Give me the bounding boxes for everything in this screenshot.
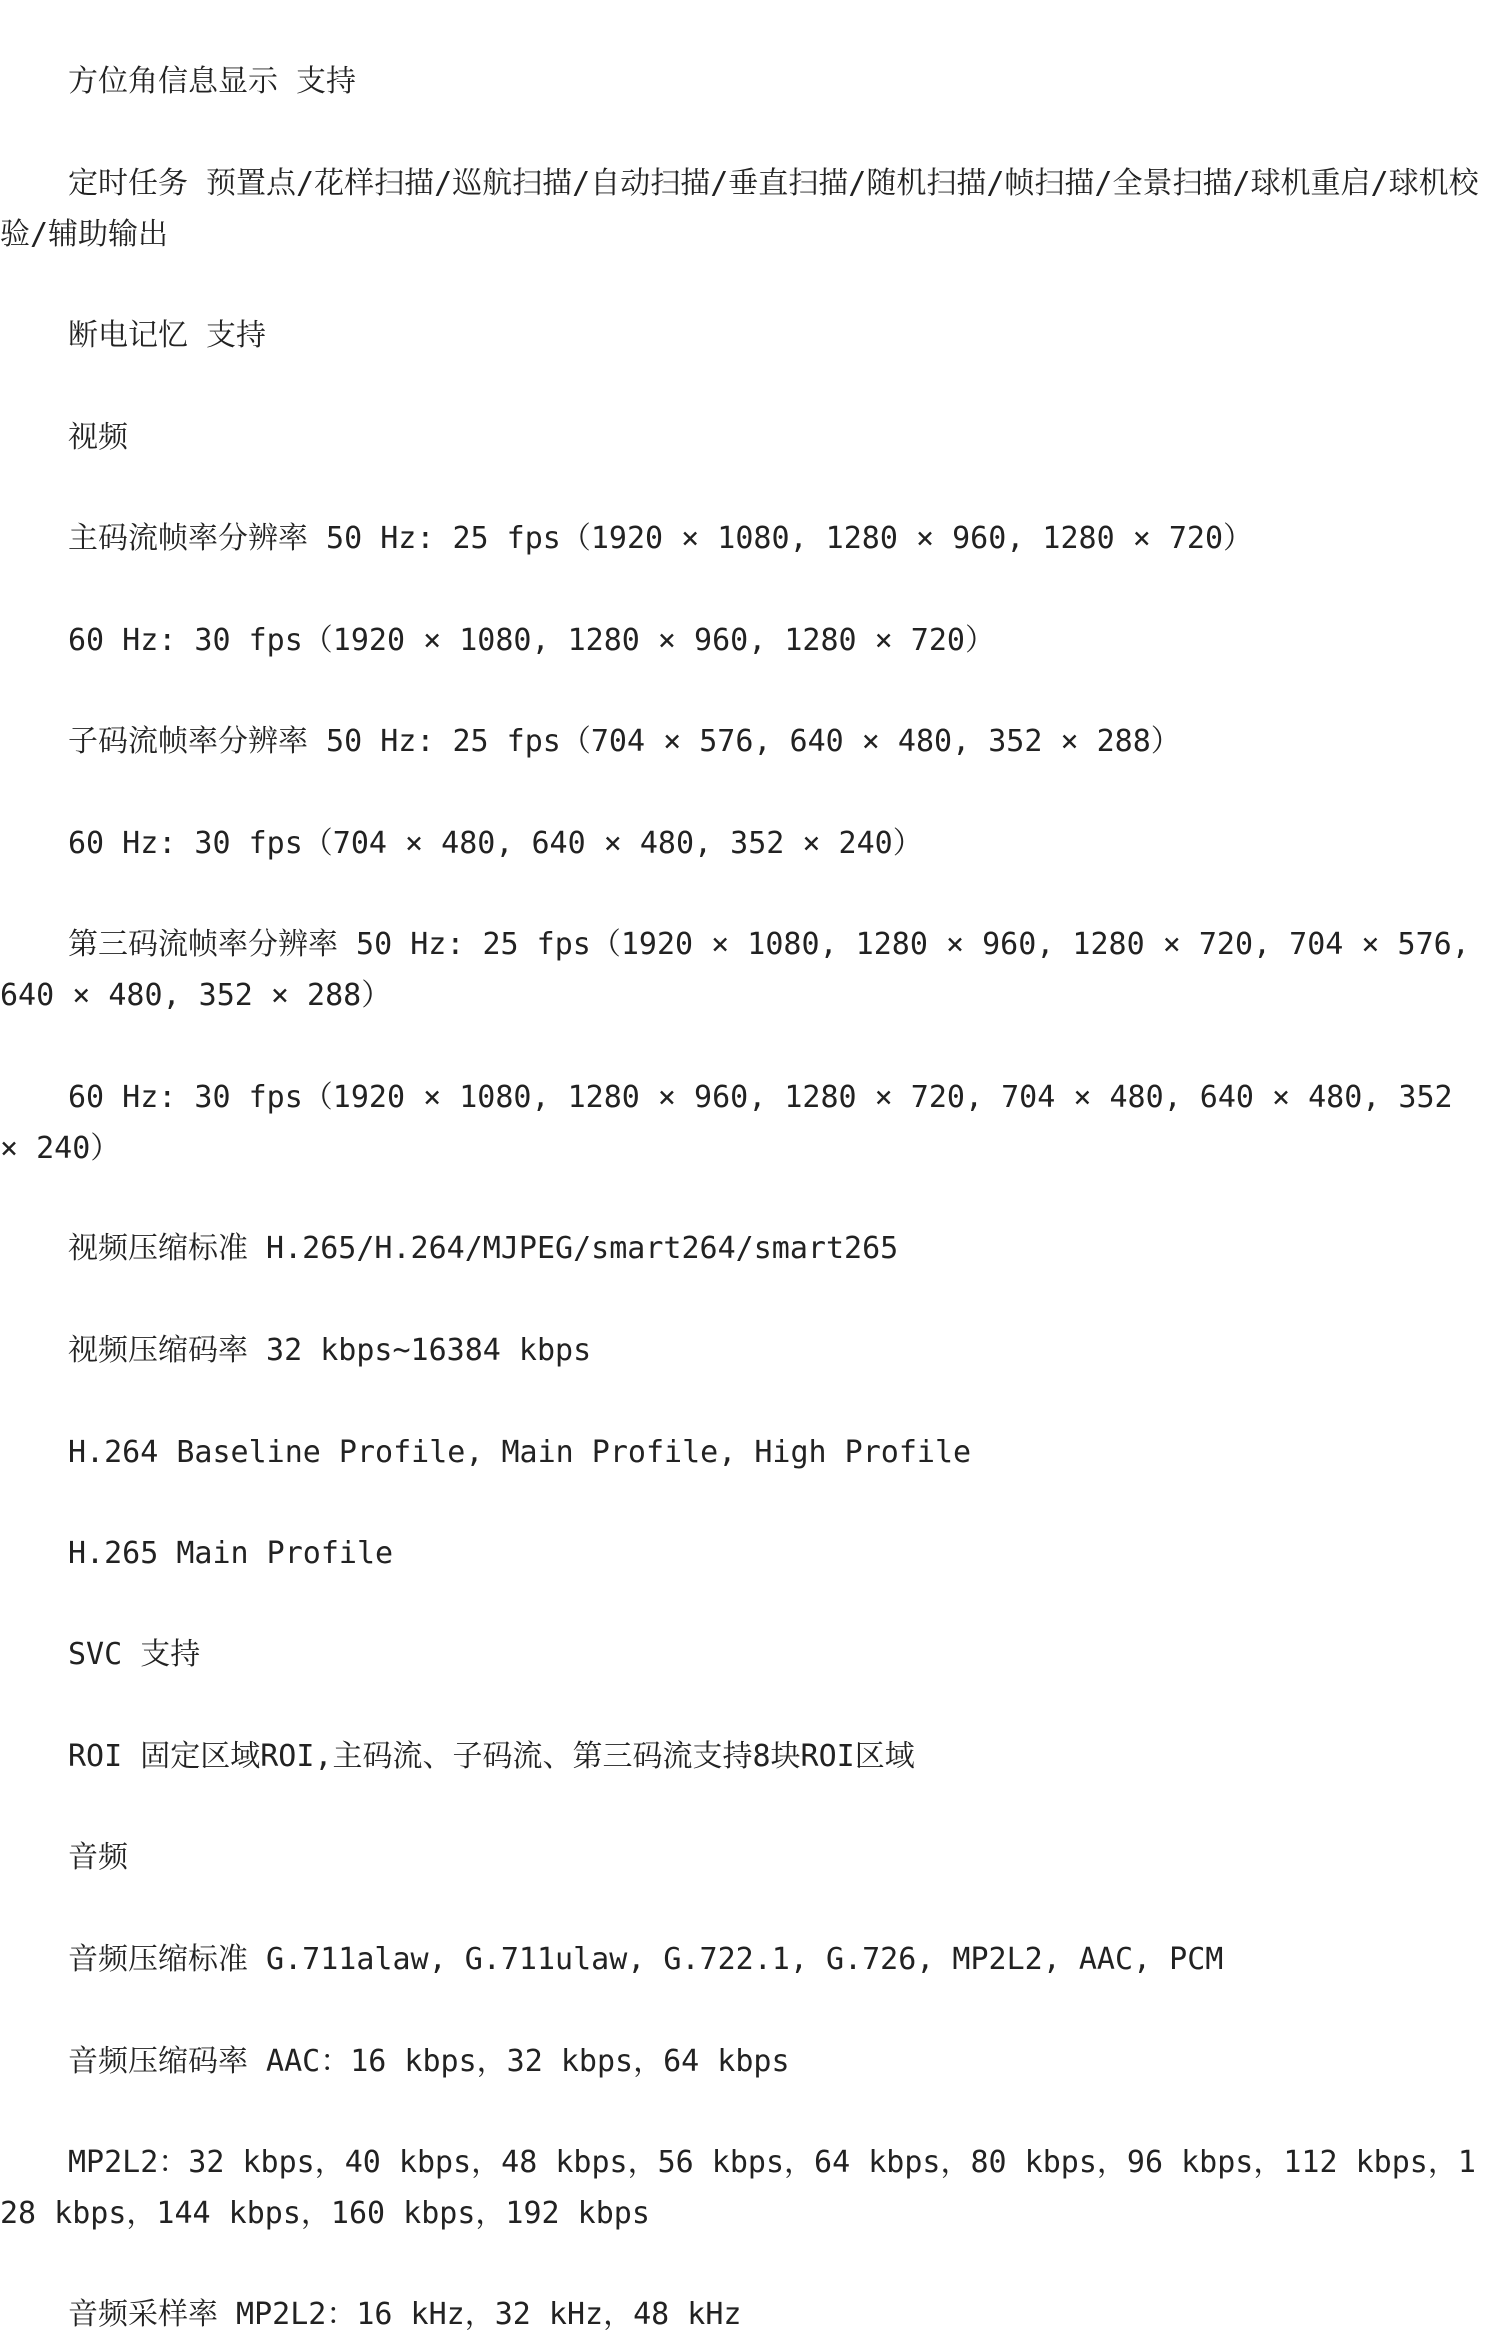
spec-line-audio-bitrate-mp2l2: MP2L2：32 kbps，40 kbps，48 kbps，56 kbps，64 kbps，80 kbps，96 kbps，112 kbps，128 kbps，144 kbps，160 kbps，192 kbps: [0, 2145, 1476, 2231]
spec-line-main-stream-50hz: 主码流帧率分辨率 50 Hz: 25 fps（1920 × 1080, 1280 × 960, 1280 × 720）: [68, 521, 1254, 556]
spec-line-audio-sample-rate: 音频采样率 MP2L2：16 kHz，32 kHz，48 kHz: [68, 2297, 742, 2332]
spec-line-scheduled-tasks: 定时任务 预置点/花样扫描/巡航扫描/自动扫描/垂直扫描/随机扫描/帧扫描/全景扫描/球机重启/球机校验/辅助输出: [0, 166, 1479, 252]
section-heading-video: 视频: [68, 420, 128, 455]
spec-line-h265-profile: H.265 Main Profile: [68, 1536, 394, 1571]
spec-line-power-off-memory: 断电记忆 支持: [68, 318, 267, 353]
spec-line-video-bitrate: 视频压缩码率 32 kbps~16384 kbps: [68, 1333, 592, 1368]
spec-line-roi: ROI 固定区域ROI,主码流、子码流、第三码流支持8块ROI区域: [68, 1739, 915, 1774]
spec-line-sub-stream-60hz: 60 Hz: 30 fps（704 × 480, 640 × 480, 352 × 240）: [68, 826, 923, 861]
spec-line-audio-compression: 音频压缩标准 G.711alaw, G.711ulaw, G.722.1, G.726, MP2L2, AAC, PCM: [68, 1942, 1224, 1977]
spec-line-third-stream-60hz: 60 Hz: 30 fps（1920 × 1080, 1280 × 960, 1280 × 720, 704 × 480, 640 × 480, 352 × 240）: [0, 1080, 1453, 1166]
spec-line-svc: SVC 支持: [68, 1637, 201, 1672]
spec-line-video-compression: 视频压缩标准 H.265/H.264/MJPEG/smart264/smart265: [68, 1231, 899, 1266]
spec-line-h264-profiles: H.264 Baseline Profile, Main Profile, High Profile: [68, 1435, 972, 1470]
spec-line-sub-stream-50hz: 子码流帧率分辨率 50 Hz: 25 fps（704 × 576, 640 × 480, 352 × 288）: [68, 724, 1181, 759]
spec-line-third-stream-50hz: 第三码流帧率分辨率 50 Hz: 25 fps（1920 × 1080, 1280 × 960, 1280 × 720, 704 × 576, 640 × 480, 352 × 288）: [0, 927, 1470, 1013]
spec-line-main-stream-60hz: 60 Hz: 30 fps（1920 × 1080, 1280 × 960, 1280 × 720）: [68, 623, 995, 658]
section-heading-audio: 音频: [68, 1840, 128, 1875]
spec-line-azimuth-display: 方位角信息显示 支持: [68, 64, 357, 99]
spec-line-audio-bitrate-aac: 音频压缩码率 AAC：16 kbps，32 kbps，64 kbps: [68, 2044, 790, 2079]
